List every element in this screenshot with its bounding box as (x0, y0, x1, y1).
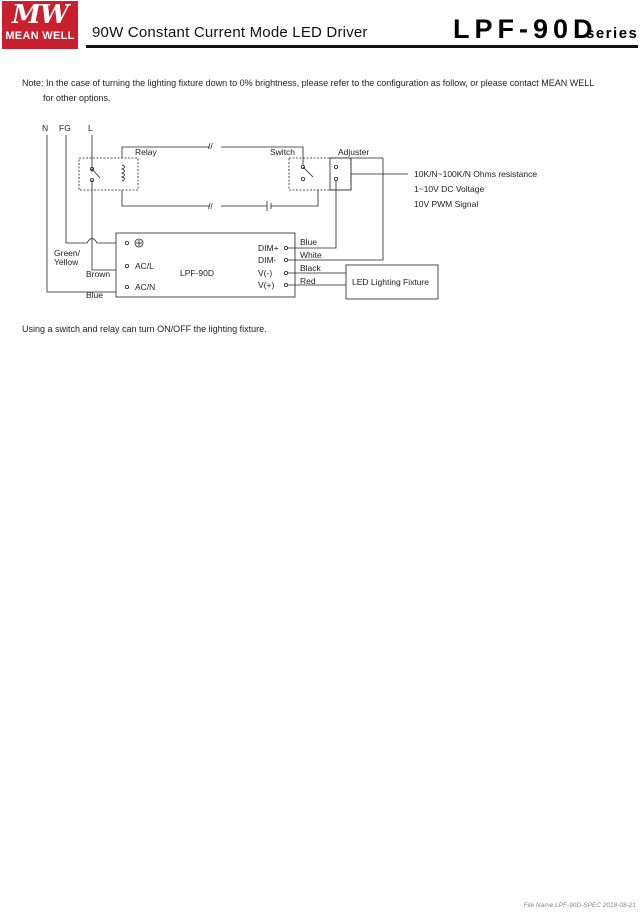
header-divider (86, 45, 638, 48)
break-mark-bottom: // (208, 201, 213, 211)
switch-contact-icon (301, 165, 313, 180)
wire-fg (66, 135, 116, 243)
adjuster-option-3: 10V PWM Signal (414, 199, 479, 209)
out-blue-label: Blue (300, 237, 318, 247)
mean-well-logo (2, 1, 78, 49)
note-line-2: for other options. (43, 93, 111, 103)
document-title: 90W Constant Current Mode LED Driver (92, 24, 368, 41)
earth-icon (125, 239, 143, 247)
adjuster-box (330, 158, 351, 190)
battery-icon (267, 201, 271, 211)
driver-v-minus: V(-) (258, 268, 273, 278)
driver-dim-plus: DIM+ (258, 243, 279, 253)
adjuster-label: Adjuster (338, 147, 370, 157)
wire-label-green: Green/ (54, 248, 80, 258)
switch-label: Switch (270, 147, 296, 157)
switch-box (289, 158, 351, 190)
wire-label-blue-in: Blue (86, 290, 104, 300)
terminal-n-label: N (42, 123, 49, 133)
out-red-label: Red (300, 276, 316, 286)
adjuster-option-2: 1~10V DC Voltage (414, 184, 485, 194)
relay-label: Relay (135, 147, 157, 157)
terminal-l-label: L (88, 123, 93, 133)
wiring-diagram (0, 110, 640, 310)
wire-label-yellow: Yellow (54, 257, 79, 267)
wire-l (92, 135, 116, 270)
adjuster-option-1: 10K/N~100K/N Ohms resistance (414, 169, 538, 179)
note-line-1: Note: In the case of turning the lighting fixture down to 0% brightness, please refer to the configuration as follow, or please contact MEAN WELL (22, 78, 595, 88)
out-white-label: White (300, 250, 322, 260)
relay-box (79, 158, 138, 190)
relay-coil-icon (122, 165, 125, 181)
model-name: LPF-90D (453, 14, 598, 44)
driver-dim-minus: DIM- (258, 255, 277, 265)
driver-ac-l: AC/L (135, 261, 154, 271)
wire-relay-bottom (122, 190, 210, 206)
series-label: series (586, 25, 639, 42)
driver-ac-n: AC/N (135, 282, 156, 292)
diagram-caption: Using a switch and relay can turn ON/OFF the lighting fixture. (22, 324, 267, 334)
wire-label-brown: Brown (86, 269, 111, 279)
note-text (22, 76, 622, 106)
out-black-label: Black (300, 263, 321, 273)
terminal-fg-label: FG (59, 123, 71, 133)
adjuster-terminals-icon (334, 165, 337, 180)
led-fixture-label: LED Lighting Fixture (352, 277, 430, 287)
break-mark-top: // (208, 141, 213, 151)
logo-text: MEAN WELL (5, 30, 75, 42)
driver-v-plus: V(+) (258, 280, 275, 290)
driver-model: LPF-90D (180, 268, 215, 278)
logo-mark: MW (12, 0, 68, 30)
file-footer: File Name:LPF-90D-SPEC 2018-08-21 (523, 902, 636, 909)
